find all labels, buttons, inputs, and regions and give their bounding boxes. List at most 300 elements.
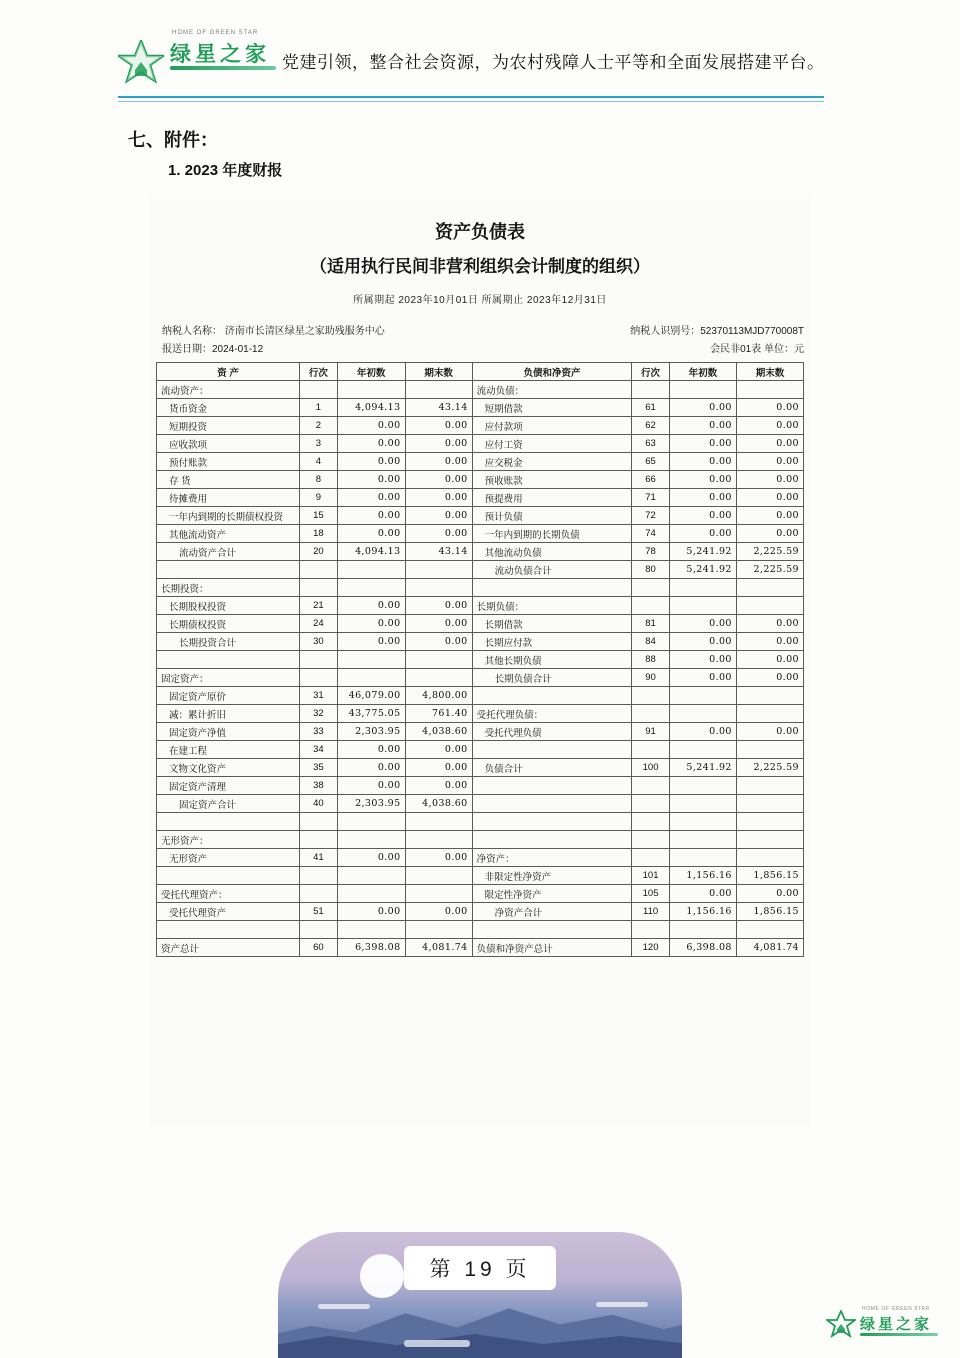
cell-liability-name: 其他流动负债 [472, 543, 632, 561]
page-header [118, 28, 842, 100]
cell-liability-line [632, 813, 670, 831]
cell-liability-name: 负债和净资产总计 [472, 939, 632, 957]
cell-liability-line: 78 [632, 543, 670, 561]
cell-liability-end: 4,081.74 [736, 939, 803, 957]
cell-liability-begin [669, 597, 736, 615]
cell-asset-line: 15 [300, 507, 338, 525]
wave-line-2 [596, 1302, 648, 1307]
cell-asset-name: 应收款项 [157, 435, 300, 453]
table-row [157, 579, 804, 597]
wave-line-1 [318, 1304, 370, 1309]
footer-logo [826, 1304, 942, 1344]
cell-asset-end [405, 381, 472, 399]
cell-liability-end [736, 777, 803, 795]
table-row [157, 687, 804, 705]
cell-asset-name: 流动资产合计 [157, 543, 300, 561]
section-title: 七、附件： [128, 130, 218, 150]
cell-asset-begin: 4,094.13 [337, 543, 405, 561]
cell-liability-begin: 0.00 [669, 651, 736, 669]
logo-wordmark: 绿星之家 [170, 42, 270, 66]
cell-asset-line [300, 669, 338, 687]
cell-liability-begin [669, 705, 736, 723]
table-header-row [157, 363, 804, 381]
cell-asset-begin: 0.00 [337, 435, 405, 453]
sheet-meta [150, 322, 810, 362]
star-icon [118, 40, 164, 84]
cell-liability-end: 0.00 [736, 435, 803, 453]
cell-liability-name: 长期借款 [472, 615, 632, 633]
cell-asset-line [300, 885, 338, 903]
table-row [157, 705, 804, 723]
cell-liability-line: 91 [632, 723, 670, 741]
cell-liability-begin: 1,156.16 [669, 867, 736, 885]
table-row [157, 543, 804, 561]
cell-asset-end: 0.00 [405, 615, 472, 633]
cell-liability-begin [669, 687, 736, 705]
cell-liability-begin [669, 777, 736, 795]
cell-asset-end [405, 651, 472, 669]
table-row [157, 471, 804, 489]
cell-asset-line: 40 [300, 795, 338, 813]
cell-liability-end: 0.00 [736, 399, 803, 417]
cell-liability-line [632, 777, 670, 795]
cell-asset-end: 0.00 [405, 471, 472, 489]
cell-liability-begin: 0.00 [669, 525, 736, 543]
cell-liability-name [472, 741, 632, 759]
table-row [157, 669, 804, 687]
balance-sheet-table [156, 362, 804, 957]
cell-asset-begin [337, 669, 405, 687]
table-row [157, 795, 804, 813]
cell-liability-end [736, 849, 803, 867]
cell-asset-end: 0.00 [405, 507, 472, 525]
cell-asset-name: 文物文化资产 [157, 759, 300, 777]
cell-liability-line: 80 [632, 561, 670, 579]
cell-asset-line [300, 813, 338, 831]
cell-asset-begin: 43,775.05 [337, 705, 405, 723]
cell-asset-name: 预付账款 [157, 453, 300, 471]
cell-asset-name: 长期投资合计 [157, 633, 300, 651]
cell-liability-end: 0.00 [736, 615, 803, 633]
cell-asset-end: 4,800.00 [405, 687, 472, 705]
cell-asset-begin: 0.00 [337, 597, 405, 615]
cell-asset-end: 0.00 [405, 741, 472, 759]
cell-asset-begin [337, 561, 405, 579]
cell-liability-name [472, 831, 632, 849]
table-row [157, 813, 804, 831]
cell-liability-end [736, 795, 803, 813]
cell-asset-line: 51 [300, 903, 338, 921]
cell-asset-begin: 46,079.00 [337, 687, 405, 705]
cell-liability-end: 0.00 [736, 417, 803, 435]
table-row [157, 435, 804, 453]
table-row [157, 849, 804, 867]
cell-liability-begin: 0.00 [669, 723, 736, 741]
cell-liability-name [472, 921, 632, 939]
cell-liability-begin: 0.00 [669, 885, 736, 903]
cell-liability-end [736, 381, 803, 399]
cell-liability-line: 110 [632, 903, 670, 921]
sheet-period: 所属期起 2023年10月01日 所属期止 2023年12月31日 [353, 295, 607, 306]
cell-liability-begin: 0.00 [669, 435, 736, 453]
cell-liability-line: 63 [632, 435, 670, 453]
cell-asset-end [405, 669, 472, 687]
table-row [157, 615, 804, 633]
cell-liability-line: 120 [632, 939, 670, 957]
cell-liability-name: 预计负债 [472, 507, 632, 525]
cell-liability-begin: 0.00 [669, 471, 736, 489]
star-icon [826, 1310, 856, 1338]
footer-illustration [278, 1232, 682, 1358]
cell-asset-begin [337, 867, 405, 885]
cell-liability-line: 84 [632, 633, 670, 651]
cell-asset-line: 2 [300, 417, 338, 435]
cell-asset-end: 0.00 [405, 777, 472, 795]
cell-liability-end [736, 705, 803, 723]
col-line-no-2: 行次 [632, 363, 670, 381]
table-row [157, 597, 804, 615]
cell-asset-begin: 0.00 [337, 489, 405, 507]
cell-liability-line: 74 [632, 525, 670, 543]
cell-liability-name: 受托代理负债： [472, 705, 632, 723]
cell-liability-begin: 0.00 [669, 417, 736, 435]
cell-liability-begin [669, 849, 736, 867]
cell-liability-line: 72 [632, 507, 670, 525]
balance-sheet-scan [150, 196, 810, 1126]
cell-liability-name: 长期应付款 [472, 633, 632, 651]
cell-liability-name: 应付工资 [472, 435, 632, 453]
cell-asset-line [300, 831, 338, 849]
cell-asset-name: 一年内到期的长期债权投资 [157, 507, 300, 525]
cell-asset-end [405, 813, 472, 831]
cell-asset-line: 32 [300, 705, 338, 723]
cell-liability-end: 0.00 [736, 525, 803, 543]
table-row [157, 759, 804, 777]
cell-liability-name [472, 777, 632, 795]
table-row [157, 633, 804, 651]
cell-liability-begin: 5,241.92 [669, 759, 736, 777]
cell-liability-begin: 0.00 [669, 669, 736, 687]
submit-date: 报送日期：2024-01-12 [162, 344, 264, 355]
cell-liability-line: 105 [632, 885, 670, 903]
cell-liability-name: 流动负债： [472, 381, 632, 399]
cell-liability-begin: 0.00 [669, 633, 736, 651]
taxpayer-name: 纳税人名称： 济南市长清区绿星之家助残服务中心 [162, 326, 385, 337]
cell-asset-begin: 0.00 [337, 849, 405, 867]
cell-asset-begin: 0.00 [337, 453, 405, 471]
cell-liability-name: 非限定性净资产 [472, 867, 632, 885]
cell-asset-line [300, 561, 338, 579]
cell-asset-line [300, 921, 338, 939]
org-logo [118, 32, 278, 88]
cell-liability-name: 净资产： [472, 849, 632, 867]
cell-liability-name: 应交税金 [472, 453, 632, 471]
cell-asset-end: 0.00 [405, 759, 472, 777]
cell-asset-line: 21 [300, 597, 338, 615]
header-divider-thick [118, 96, 824, 98]
cell-liability-end: 0.00 [736, 885, 803, 903]
cell-asset-end [405, 831, 472, 849]
cell-liability-end: 2,225.59 [736, 759, 803, 777]
table-row [157, 507, 804, 525]
cell-liability-line: 61 [632, 399, 670, 417]
cell-liability-end: 2,225.59 [736, 561, 803, 579]
table-row [157, 651, 804, 669]
cell-liability-end [736, 813, 803, 831]
cell-asset-end: 0.00 [405, 903, 472, 921]
cell-liability-begin: 1,156.16 [669, 903, 736, 921]
cell-liability-begin [669, 813, 736, 831]
cell-asset-begin [337, 813, 405, 831]
cell-asset-name [157, 867, 300, 885]
cell-asset-line: 35 [300, 759, 338, 777]
cell-asset-line [300, 579, 338, 597]
cell-asset-begin: 2,303.95 [337, 795, 405, 813]
cell-liability-begin: 0.00 [669, 615, 736, 633]
cell-asset-name: 固定资产原价 [157, 687, 300, 705]
cell-asset-name: 待摊费用 [157, 489, 300, 507]
cell-liability-end: 0.00 [736, 651, 803, 669]
cell-asset-name: 存 货 [157, 471, 300, 489]
cell-liability-begin: 0.00 [669, 453, 736, 471]
cell-liability-line [632, 687, 670, 705]
cell-asset-begin [337, 651, 405, 669]
cell-asset-line [300, 651, 338, 669]
cell-liability-end [736, 921, 803, 939]
cell-asset-begin [337, 885, 405, 903]
col-assets: 资 产 [157, 363, 300, 381]
header-divider-thin [118, 101, 824, 102]
cell-asset-begin: 4,094.13 [337, 399, 405, 417]
table-row [157, 939, 804, 957]
table-row [157, 831, 804, 849]
cell-asset-end [405, 561, 472, 579]
cell-liability-line: 101 [632, 867, 670, 885]
cell-asset-end: 4,038.60 [405, 795, 472, 813]
cell-asset-end [405, 867, 472, 885]
wave-line-3 [404, 1340, 470, 1347]
cell-asset-begin: 6,398.08 [337, 939, 405, 957]
cell-asset-name: 其他流动资产 [157, 525, 300, 543]
table-row [157, 489, 804, 507]
cell-asset-name: 短期投资 [157, 417, 300, 435]
cell-liability-end [736, 831, 803, 849]
cell-asset-line: 3 [300, 435, 338, 453]
cell-asset-begin [337, 831, 405, 849]
cell-liability-end: 0.00 [736, 453, 803, 471]
cell-liability-line: 81 [632, 615, 670, 633]
cell-asset-line: 34 [300, 741, 338, 759]
col-end-2: 期末数 [736, 363, 803, 381]
cell-asset-line: 18 [300, 525, 338, 543]
cell-liability-line: 88 [632, 651, 670, 669]
cell-asset-line: 9 [300, 489, 338, 507]
cell-liability-line [632, 795, 670, 813]
cell-liability-line [632, 381, 670, 399]
cell-liability-line: 62 [632, 417, 670, 435]
logo-subtitle: HOME OF GREEN STAR [172, 30, 259, 36]
col-end: 期末数 [405, 363, 472, 381]
form-unit: 会民非01表 单位：元 [710, 344, 804, 355]
table-row [157, 453, 804, 471]
table-row [157, 903, 804, 921]
table-row [157, 867, 804, 885]
table-row [157, 777, 804, 795]
cell-asset-line [300, 867, 338, 885]
cell-liability-end: 0.00 [736, 723, 803, 741]
cell-asset-line: 30 [300, 633, 338, 651]
cell-liability-end: 0.00 [736, 471, 803, 489]
taxpayer-id: 纳税人识别号：52370113MJD770008T [630, 326, 804, 337]
cell-liability-name: 长期负债合计 [472, 669, 632, 687]
cell-asset-end: 761.40 [405, 705, 472, 723]
cell-liability-line: 71 [632, 489, 670, 507]
cell-asset-name: 无形资产 [157, 849, 300, 867]
section-subtitle: 1. 2023 年度财报 [168, 162, 283, 179]
cell-liability-begin [669, 381, 736, 399]
table-row [157, 885, 804, 903]
cell-liability-begin: 5,241.92 [669, 543, 736, 561]
cell-liability-begin: 0.00 [669, 507, 736, 525]
cell-liability-name: 负债合计 [472, 759, 632, 777]
cell-asset-name: 固定资产清理 [157, 777, 300, 795]
cell-asset-begin: 0.00 [337, 471, 405, 489]
cell-asset-name [157, 813, 300, 831]
cell-asset-name [157, 651, 300, 669]
cell-asset-begin: 0.00 [337, 507, 405, 525]
header-slogan: 党建引领，整合社会资源，为农村残障人士平等和全面发展搭建平台。 [282, 53, 825, 72]
cell-asset-line: 31 [300, 687, 338, 705]
footer-logo-underline [860, 1333, 938, 1336]
cell-asset-begin [337, 579, 405, 597]
cell-liability-line [632, 831, 670, 849]
cell-asset-begin: 2,303.95 [337, 723, 405, 741]
table-row [157, 723, 804, 741]
cell-asset-end [405, 921, 472, 939]
cell-asset-end: 0.00 [405, 417, 472, 435]
cell-liability-name: 预提费用 [472, 489, 632, 507]
cell-asset-begin: 0.00 [337, 759, 405, 777]
cell-asset-line: 60 [300, 939, 338, 957]
cell-asset-name: 长期投资： [157, 579, 300, 597]
cell-liability-begin: 6,398.08 [669, 939, 736, 957]
cell-liability-begin [669, 831, 736, 849]
cell-liability-line [632, 579, 670, 597]
cell-asset-name: 货币资金 [157, 399, 300, 417]
cell-asset-begin [337, 381, 405, 399]
footer-logo-wordmark: 绿星之家 [860, 1315, 933, 1333]
cell-asset-line: 8 [300, 471, 338, 489]
cell-asset-line: 4 [300, 453, 338, 471]
table-row [157, 741, 804, 759]
cell-liability-name: 长期负债： [472, 597, 632, 615]
table-row [157, 561, 804, 579]
cell-asset-name: 受托代理资产 [157, 903, 300, 921]
cell-asset-end: 0.00 [405, 489, 472, 507]
cell-asset-begin [337, 921, 405, 939]
cell-asset-name: 固定资产合计 [157, 795, 300, 813]
cell-liability-end [736, 741, 803, 759]
cell-liability-name: 应付款项 [472, 417, 632, 435]
cell-liability-begin [669, 741, 736, 759]
cell-liability-line [632, 741, 670, 759]
cell-asset-name: 长期股权投资 [157, 597, 300, 615]
table-row [157, 399, 804, 417]
cell-liability-line [632, 597, 670, 615]
cell-liability-name: 受托代理负债 [472, 723, 632, 741]
cell-asset-end: 0.00 [405, 633, 472, 651]
cell-liability-line: 65 [632, 453, 670, 471]
cell-asset-line: 1 [300, 399, 338, 417]
cell-liability-name [472, 687, 632, 705]
cell-asset-line [300, 381, 338, 399]
cell-liability-name: 其他长期负债 [472, 651, 632, 669]
cell-asset-name: 流动资产： [157, 381, 300, 399]
sheet-subtitle: （适用执行民间非营利组织会计制度的组织） [310, 257, 650, 277]
page-number: 第 19 页 [404, 1246, 556, 1290]
col-begin-2: 年初数 [669, 363, 736, 381]
cell-asset-name: 受托代理资产： [157, 885, 300, 903]
cell-liability-begin: 5,241.92 [669, 561, 736, 579]
cell-liability-begin [669, 921, 736, 939]
cell-liability-begin: 0.00 [669, 489, 736, 507]
cell-asset-end: 43.14 [405, 399, 472, 417]
col-begin: 年初数 [337, 363, 405, 381]
cell-liability-begin: 0.00 [669, 399, 736, 417]
cell-asset-line: 24 [300, 615, 338, 633]
cell-liability-name: 预收账款 [472, 471, 632, 489]
cell-liability-end [736, 687, 803, 705]
cell-asset-end [405, 579, 472, 597]
cell-liability-begin [669, 579, 736, 597]
cell-liability-name [472, 579, 632, 597]
cell-liability-end: 1,856.15 [736, 903, 803, 921]
cell-liability-line [632, 849, 670, 867]
cell-liability-name [472, 795, 632, 813]
cell-asset-end: 0.00 [405, 849, 472, 867]
cell-asset-begin: 0.00 [337, 615, 405, 633]
footer-logo-subtitle: HOME OF GREEN STAR [862, 1306, 930, 1312]
cell-asset-line: 20 [300, 543, 338, 561]
cell-asset-name: 资产总计 [157, 939, 300, 957]
cell-asset-name: 减：累计折旧 [157, 705, 300, 723]
cell-liability-end: 0.00 [736, 669, 803, 687]
cell-asset-name: 固定资产： [157, 669, 300, 687]
cell-liability-end: 1,856.15 [736, 867, 803, 885]
cell-asset-name: 长期债权投资 [157, 615, 300, 633]
cell-asset-begin: 0.00 [337, 741, 405, 759]
cell-asset-line: 38 [300, 777, 338, 795]
table-row [157, 417, 804, 435]
cell-asset-end: 0.00 [405, 597, 472, 615]
cell-liability-line [632, 705, 670, 723]
cell-asset-name: 无形资产： [157, 831, 300, 849]
cell-liability-end: 0.00 [736, 507, 803, 525]
cell-asset-name: 固定资产净值 [157, 723, 300, 741]
cell-asset-end: 4,081.74 [405, 939, 472, 957]
table-row [157, 381, 804, 399]
cell-asset-begin: 0.00 [337, 525, 405, 543]
cell-asset-line: 41 [300, 849, 338, 867]
cell-asset-line: 33 [300, 723, 338, 741]
logo-underline [170, 66, 276, 70]
cell-liability-name [472, 813, 632, 831]
cell-liability-begin [669, 795, 736, 813]
cell-asset-end: 0.00 [405, 525, 472, 543]
cell-asset-begin: 0.00 [337, 777, 405, 795]
cell-liability-end: 0.00 [736, 633, 803, 651]
cell-asset-end: 0.00 [405, 435, 472, 453]
